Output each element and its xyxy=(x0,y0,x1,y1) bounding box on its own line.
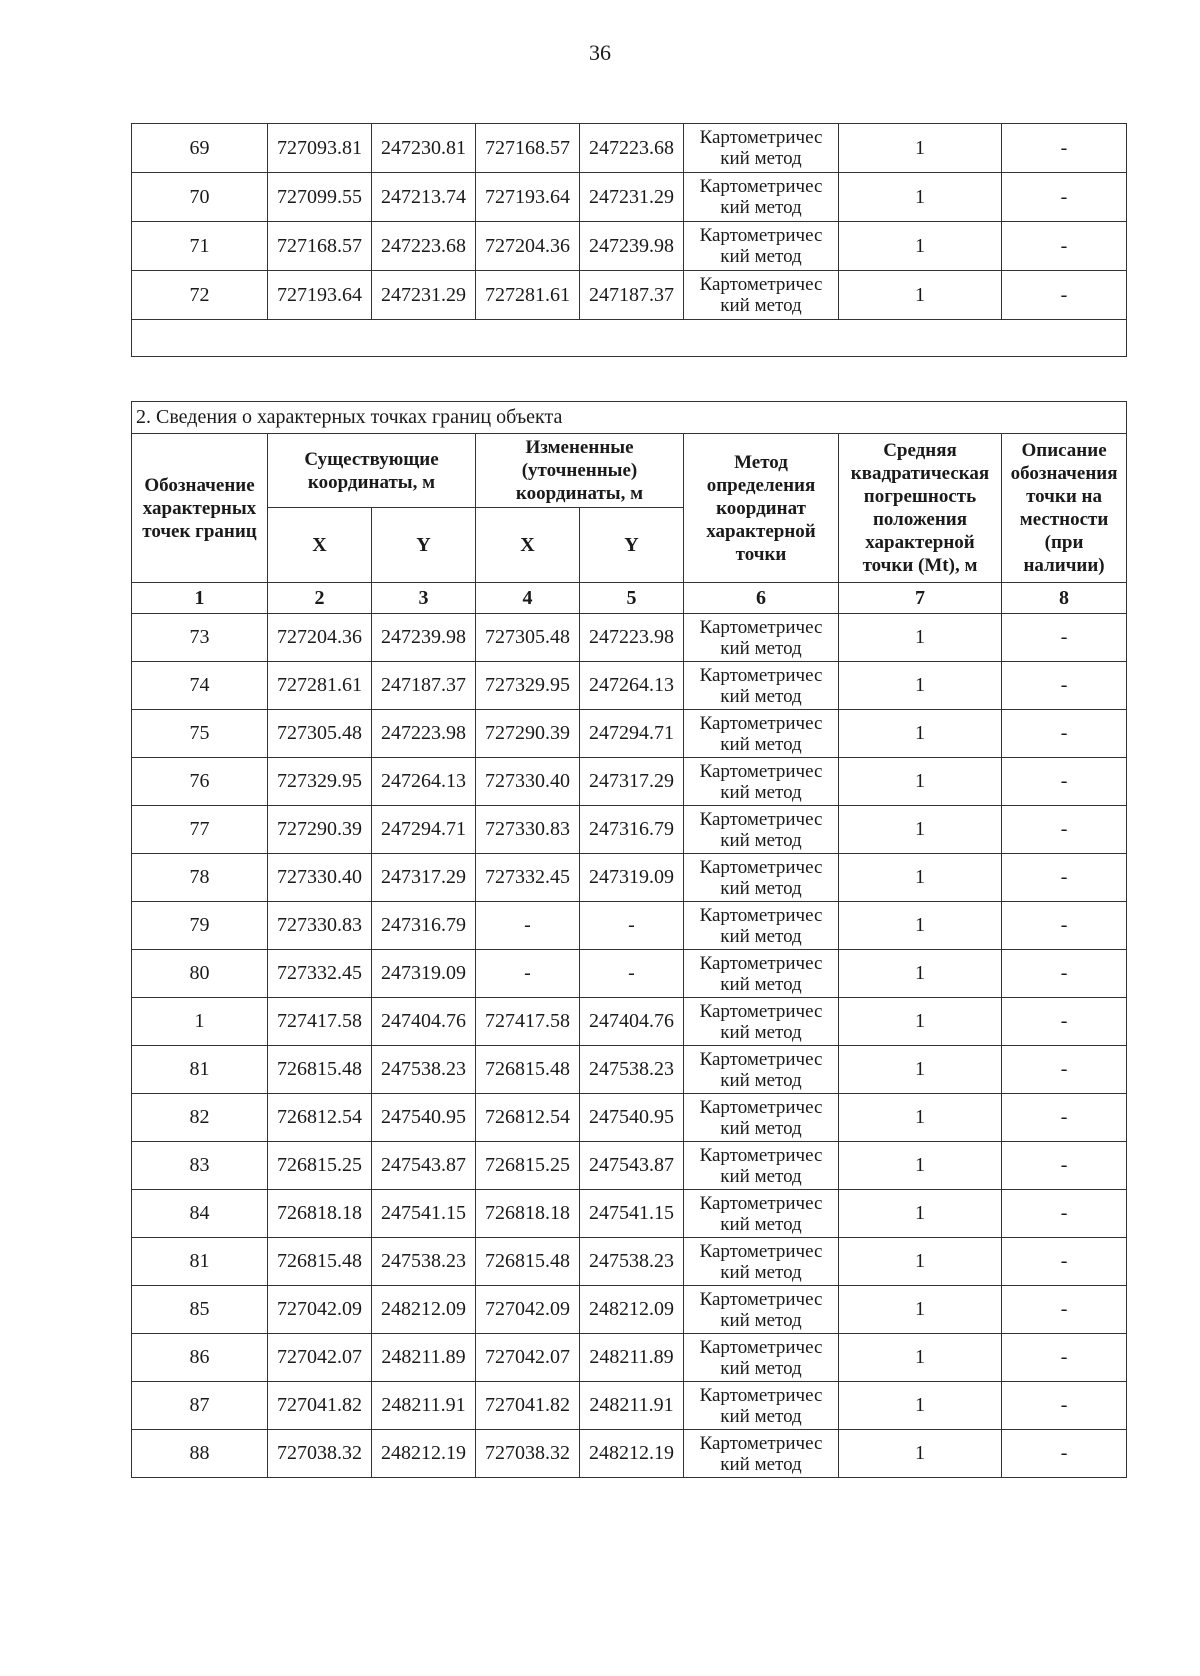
error-cell: 1 xyxy=(839,1286,1002,1334)
description-cell: - xyxy=(1002,1046,1127,1094)
y-changed-cell: 248211.91 xyxy=(580,1382,684,1430)
description-cell: - xyxy=(1002,222,1127,271)
point-cell: 79 xyxy=(132,902,268,950)
header-changed-y: Y xyxy=(580,508,684,583)
method-cell: Картометричес кий метод xyxy=(684,1238,839,1286)
y-existing-cell: 247231.29 xyxy=(372,271,476,320)
error-cell: 1 xyxy=(839,1142,1002,1190)
y-changed-cell: 248212.09 xyxy=(580,1286,684,1334)
y-existing-cell: 248211.89 xyxy=(372,1334,476,1382)
header-mean-square-error: Средняя квадратическая погрешность положения характерной точки (Mt), м xyxy=(839,434,1002,583)
x-existing-cell: 726812.54 xyxy=(268,1094,372,1142)
header-description: Описание обозначения точки на местности (при наличии) xyxy=(1002,434,1127,583)
point-cell: 81 xyxy=(132,1046,268,1094)
method-cell: Картометричес кий метод xyxy=(684,271,839,320)
x-changed-cell: 726818.18 xyxy=(476,1190,580,1238)
column-number: 1 xyxy=(132,583,268,614)
table-row xyxy=(132,902,1127,950)
x-existing-cell: 727042.07 xyxy=(268,1334,372,1382)
table-row xyxy=(132,1046,1127,1094)
table-row xyxy=(132,758,1127,806)
table-row xyxy=(132,1382,1127,1430)
header-existing-x: X xyxy=(268,508,372,583)
point-cell: 74 xyxy=(132,662,268,710)
y-changed-cell: 247239.98 xyxy=(580,222,684,271)
point-cell: 77 xyxy=(132,806,268,854)
x-changed-cell: - xyxy=(476,950,580,998)
method-cell: Картометричес кий метод xyxy=(684,173,839,222)
y-existing-cell: 247213.74 xyxy=(372,173,476,222)
table-row xyxy=(132,222,1127,271)
point-cell: 78 xyxy=(132,854,268,902)
x-existing-cell: 727330.83 xyxy=(268,902,372,950)
point-cell: 84 xyxy=(132,1190,268,1238)
error-cell: 1 xyxy=(839,1046,1002,1094)
header-existing-y: Y xyxy=(372,508,476,583)
error-cell: 1 xyxy=(839,1334,1002,1382)
x-changed-cell: 727168.57 xyxy=(476,124,580,173)
column-number: 3 xyxy=(372,583,476,614)
header-changed-coordinates: Измененные (уточненные) координаты, м xyxy=(476,434,684,508)
description-cell: - xyxy=(1002,1142,1127,1190)
x-changed-cell: - xyxy=(476,902,580,950)
header-changed-x: X xyxy=(476,508,580,583)
point-cell: 1 xyxy=(132,998,268,1046)
description-cell: - xyxy=(1002,271,1127,320)
method-cell: Картометричес кий метод xyxy=(684,1046,839,1094)
x-changed-cell: 726812.54 xyxy=(476,1094,580,1142)
y-existing-cell: 247223.68 xyxy=(372,222,476,271)
table-row xyxy=(132,1190,1127,1238)
x-changed-cell: 726815.48 xyxy=(476,1238,580,1286)
method-cell: Картометричес кий метод xyxy=(684,614,839,662)
table-row xyxy=(132,614,1127,662)
section-title: 2. Сведения о характерных точках границ объекта xyxy=(132,402,1127,434)
method-cell: Картометричес кий метод xyxy=(684,1430,839,1478)
y-changed-cell: 247538.23 xyxy=(580,1238,684,1286)
x-changed-cell: 727281.61 xyxy=(476,271,580,320)
description-cell: - xyxy=(1002,854,1127,902)
y-existing-cell: 247538.23 xyxy=(372,1238,476,1286)
method-cell: Картометричес кий метод xyxy=(684,758,839,806)
continued-points-body xyxy=(132,124,1127,320)
point-cell: 75 xyxy=(132,710,268,758)
method-cell: Картометричес кий метод xyxy=(684,1190,839,1238)
method-cell: Картометричес кий метод xyxy=(684,662,839,710)
y-changed-cell: 247294.71 xyxy=(580,710,684,758)
point-cell: 76 xyxy=(132,758,268,806)
x-changed-cell: 727417.58 xyxy=(476,998,580,1046)
x-existing-cell: 727038.32 xyxy=(268,1430,372,1478)
method-cell: Картометричес кий метод xyxy=(684,1142,839,1190)
x-changed-cell: 727042.09 xyxy=(476,1286,580,1334)
y-existing-cell: 247404.76 xyxy=(372,998,476,1046)
y-changed-cell: 247264.13 xyxy=(580,662,684,710)
x-existing-cell: 726815.48 xyxy=(268,1046,372,1094)
column-numbers-row xyxy=(132,583,1127,614)
y-existing-cell: 247230.81 xyxy=(372,124,476,173)
table-row xyxy=(132,998,1127,1046)
method-cell: Картометричес кий метод xyxy=(684,1334,839,1382)
error-cell: 1 xyxy=(839,173,1002,222)
table-row xyxy=(132,124,1127,173)
error-cell: 1 xyxy=(839,806,1002,854)
x-changed-cell: 727290.39 xyxy=(476,710,580,758)
empty-row xyxy=(132,320,1127,357)
method-cell: Картометричес кий метод xyxy=(684,1094,839,1142)
y-existing-cell: 248212.09 xyxy=(372,1286,476,1334)
x-changed-cell: 727305.48 xyxy=(476,614,580,662)
error-cell: 1 xyxy=(839,222,1002,271)
x-changed-cell: 727330.83 xyxy=(476,806,580,854)
column-number: 7 xyxy=(839,583,1002,614)
x-existing-cell: 727332.45 xyxy=(268,950,372,998)
method-cell: Картометричес кий метод xyxy=(684,124,839,173)
y-changed-cell: - xyxy=(580,950,684,998)
error-cell: 1 xyxy=(839,854,1002,902)
x-changed-cell: 727041.82 xyxy=(476,1382,580,1430)
table-row xyxy=(132,662,1127,710)
description-cell: - xyxy=(1002,1382,1127,1430)
x-existing-cell: 727041.82 xyxy=(268,1382,372,1430)
y-existing-cell: 248212.19 xyxy=(372,1430,476,1478)
y-existing-cell: 247317.29 xyxy=(372,854,476,902)
y-changed-cell: 248211.89 xyxy=(580,1334,684,1382)
column-number: 5 xyxy=(580,583,684,614)
table-row xyxy=(132,173,1127,222)
description-cell: - xyxy=(1002,710,1127,758)
x-changed-cell: 727038.32 xyxy=(476,1430,580,1478)
error-cell: 1 xyxy=(839,271,1002,320)
x-changed-cell: 726815.25 xyxy=(476,1142,580,1190)
y-existing-cell: 247540.95 xyxy=(372,1094,476,1142)
description-cell: - xyxy=(1002,1334,1127,1382)
description-cell: - xyxy=(1002,662,1127,710)
description-cell: - xyxy=(1002,124,1127,173)
error-cell: 1 xyxy=(839,124,1002,173)
x-changed-cell: 726815.48 xyxy=(476,1046,580,1094)
description-cell: - xyxy=(1002,950,1127,998)
y-changed-cell: 248212.19 xyxy=(580,1430,684,1478)
y-existing-cell: 247538.23 xyxy=(372,1046,476,1094)
column-number: 4 xyxy=(476,583,580,614)
x-changed-cell: 727329.95 xyxy=(476,662,580,710)
method-cell: Картометричес кий метод xyxy=(684,806,839,854)
error-cell: 1 xyxy=(839,950,1002,998)
method-cell: Картометричес кий метод xyxy=(684,1382,839,1430)
empty-cell xyxy=(132,320,1127,357)
y-changed-cell: 247316.79 xyxy=(580,806,684,854)
x-existing-cell: 727204.36 xyxy=(268,614,372,662)
error-cell: 1 xyxy=(839,758,1002,806)
x-existing-cell: 727305.48 xyxy=(268,710,372,758)
x-existing-cell: 727417.58 xyxy=(268,998,372,1046)
point-cell: 86 xyxy=(132,1334,268,1382)
y-existing-cell: 247223.98 xyxy=(372,710,476,758)
table-row xyxy=(132,950,1127,998)
y-existing-cell: 248211.91 xyxy=(372,1382,476,1430)
y-existing-cell: 247541.15 xyxy=(372,1190,476,1238)
y-existing-cell: 247319.09 xyxy=(372,950,476,998)
error-cell: 1 xyxy=(839,1430,1002,1478)
table-row xyxy=(132,1430,1127,1478)
x-existing-cell: 727330.40 xyxy=(268,854,372,902)
y-changed-cell: 247223.98 xyxy=(580,614,684,662)
x-existing-cell: 726818.18 xyxy=(268,1190,372,1238)
description-cell: - xyxy=(1002,758,1127,806)
method-cell: Картометричес кий метод xyxy=(684,222,839,271)
y-changed-cell: 247187.37 xyxy=(580,271,684,320)
column-number: 2 xyxy=(268,583,372,614)
error-cell: 1 xyxy=(839,710,1002,758)
error-cell: 1 xyxy=(839,1238,1002,1286)
y-changed-cell: 247541.15 xyxy=(580,1190,684,1238)
method-cell: Картометричес кий метод xyxy=(684,950,839,998)
x-changed-cell: 727042.07 xyxy=(476,1334,580,1382)
x-existing-cell: 727042.09 xyxy=(268,1286,372,1334)
point-cell: 85 xyxy=(132,1286,268,1334)
header-method: Метод определения координат характерной точки xyxy=(684,434,839,583)
error-cell: 1 xyxy=(839,614,1002,662)
y-existing-cell: 247239.98 xyxy=(372,614,476,662)
point-cell: 81 xyxy=(132,1238,268,1286)
description-cell: - xyxy=(1002,902,1127,950)
point-cell: 88 xyxy=(132,1430,268,1478)
method-cell: Картометричес кий метод xyxy=(684,710,839,758)
table-row xyxy=(132,1238,1127,1286)
table-row xyxy=(132,271,1127,320)
x-changed-cell: 727204.36 xyxy=(476,222,580,271)
x-changed-cell: 727193.64 xyxy=(476,173,580,222)
column-number: 8 xyxy=(1002,583,1127,614)
x-changed-cell: 727330.40 xyxy=(476,758,580,806)
x-existing-cell: 727193.64 xyxy=(268,271,372,320)
method-cell: Картометричес кий метод xyxy=(684,854,839,902)
y-changed-cell: 247317.29 xyxy=(580,758,684,806)
y-existing-cell: 247316.79 xyxy=(372,902,476,950)
y-existing-cell: 247187.37 xyxy=(372,662,476,710)
point-cell: 71 xyxy=(132,222,268,271)
page-number: 36 xyxy=(589,40,611,65)
boundary-points-body xyxy=(132,614,1127,1478)
table-row xyxy=(132,710,1127,758)
description-cell: - xyxy=(1002,1094,1127,1142)
y-changed-cell: 247540.95 xyxy=(580,1094,684,1142)
point-cell: 82 xyxy=(132,1094,268,1142)
x-changed-cell: 727332.45 xyxy=(476,854,580,902)
y-existing-cell: 247543.87 xyxy=(372,1142,476,1190)
x-existing-cell: 727329.95 xyxy=(268,758,372,806)
table-row xyxy=(132,1334,1127,1382)
method-cell: Картометричес кий метод xyxy=(684,998,839,1046)
description-cell: - xyxy=(1002,806,1127,854)
header-point-designation: Обозначение характерных точек границ xyxy=(132,434,268,583)
x-existing-cell: 726815.25 xyxy=(268,1142,372,1190)
continued-points-table xyxy=(131,123,1127,357)
error-cell: 1 xyxy=(839,1094,1002,1142)
x-existing-cell: 727168.57 xyxy=(268,222,372,271)
header-existing-coordinates: Существующие координаты, м xyxy=(268,434,476,508)
error-cell: 1 xyxy=(839,662,1002,710)
table-row xyxy=(132,1142,1127,1190)
x-existing-cell: 726815.48 xyxy=(268,1238,372,1286)
y-changed-cell: - xyxy=(580,902,684,950)
point-cell: 83 xyxy=(132,1142,268,1190)
y-changed-cell: 247404.76 xyxy=(580,998,684,1046)
description-cell: - xyxy=(1002,173,1127,222)
y-changed-cell: 247231.29 xyxy=(580,173,684,222)
boundary-points-table xyxy=(131,401,1127,1478)
error-cell: 1 xyxy=(839,902,1002,950)
point-cell: 80 xyxy=(132,950,268,998)
point-cell: 73 xyxy=(132,614,268,662)
column-number: 6 xyxy=(684,583,839,614)
y-changed-cell: 247319.09 xyxy=(580,854,684,902)
error-cell: 1 xyxy=(839,998,1002,1046)
table-row xyxy=(132,1094,1127,1142)
error-cell: 1 xyxy=(839,1190,1002,1238)
description-cell: - xyxy=(1002,1190,1127,1238)
x-existing-cell: 727099.55 xyxy=(268,173,372,222)
point-cell: 72 xyxy=(132,271,268,320)
y-changed-cell: 247223.68 xyxy=(580,124,684,173)
error-cell: 1 xyxy=(839,1382,1002,1430)
description-cell: - xyxy=(1002,614,1127,662)
method-cell: Картометричес кий метод xyxy=(684,1286,839,1334)
description-cell: - xyxy=(1002,1430,1127,1478)
y-existing-cell: 247264.13 xyxy=(372,758,476,806)
x-existing-cell: 727093.81 xyxy=(268,124,372,173)
x-existing-cell: 727281.61 xyxy=(268,662,372,710)
point-cell: 69 xyxy=(132,124,268,173)
y-changed-cell: 247538.23 xyxy=(580,1046,684,1094)
table-row xyxy=(132,806,1127,854)
method-cell: Картометричес кий метод xyxy=(684,902,839,950)
y-existing-cell: 247294.71 xyxy=(372,806,476,854)
description-cell: - xyxy=(1002,998,1127,1046)
y-changed-cell: 247543.87 xyxy=(580,1142,684,1190)
table-row xyxy=(132,1286,1127,1334)
table-row xyxy=(132,854,1127,902)
point-cell: 70 xyxy=(132,173,268,222)
description-cell: - xyxy=(1002,1238,1127,1286)
x-existing-cell: 727290.39 xyxy=(268,806,372,854)
description-cell: - xyxy=(1002,1286,1127,1334)
point-cell: 87 xyxy=(132,1382,268,1430)
